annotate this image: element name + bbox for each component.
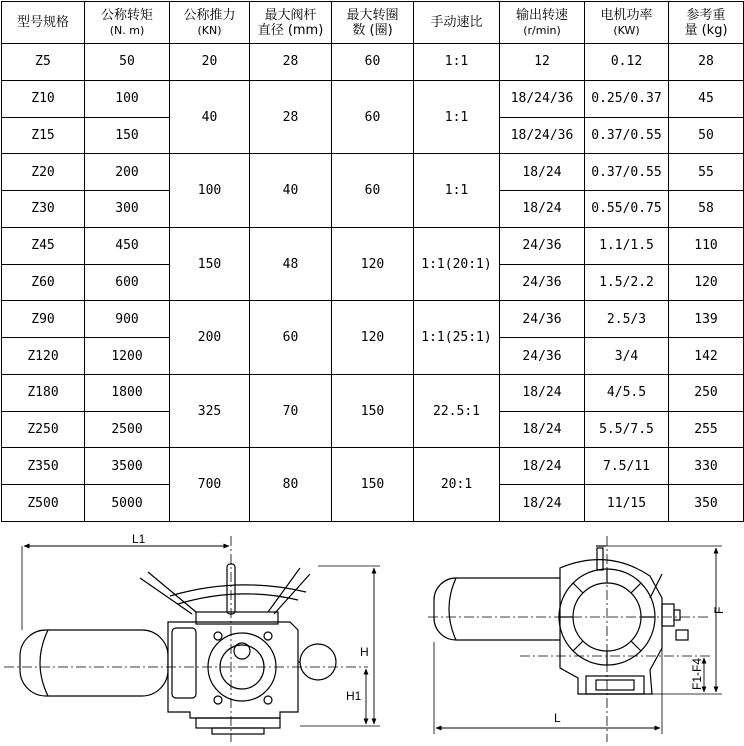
cell-speed: 18/24 [500,191,585,228]
cell-torque: 50 [85,44,170,81]
cell-stem: 80 [250,448,332,522]
table-row [2,448,744,485]
cell-turns: 60 [332,154,414,228]
cell-torque: 900 [85,301,170,338]
cell-ratio: 1:1 [414,154,500,228]
cell-weight: 255 [669,411,744,448]
cell-ratio: 1:1(25:1) [414,301,500,375]
cell-stem: 60 [250,301,332,375]
dim-label-l1: L1 [132,532,146,546]
header-torque: 公称转矩 (N. m) [85,2,170,44]
cell-turns: 60 [332,80,414,154]
cell-ratio: 1:1 [414,44,500,81]
cell-weight: 250 [669,374,744,411]
cell-thrust: 700 [170,448,250,522]
dim-label-f1-f4: F1-F4 [690,657,704,690]
cell-model: Z90 [2,301,85,338]
cell-power: 4/5.5 [585,374,669,411]
spec-table [1,1,744,522]
cell-power: 2.5/3 [585,301,669,338]
cell-power: 0.55/0.75 [585,191,669,228]
cell-thrust: 40 [170,80,250,154]
cell-weight: 142 [669,338,744,375]
cell-ratio: 1:1(20:1) [414,227,500,301]
cell-torque: 600 [85,264,170,301]
header-power: 电机功率 (KW) [585,2,669,44]
cell-torque: 2500 [85,411,170,448]
header-turns: 最大转圈 数 (圈) [332,2,414,44]
cell-power: 1.5/2.2 [585,264,669,301]
cell-weight: 350 [669,485,744,522]
cell-speed: 18/24 [500,448,585,485]
cell-torque: 3500 [85,448,170,485]
cell-weight: 28 [669,44,744,81]
cell-thrust: 100 [170,154,250,228]
cell-weight: 120 [669,264,744,301]
cell-turns: 60 [332,44,414,81]
cell-power: 3/4 [585,338,669,375]
dimension-drawings [0,522,744,746]
header-thrust: 公称推力 (KN) [170,2,250,44]
header-row [2,2,744,44]
cell-model: Z45 [2,227,85,264]
table-row [2,44,744,81]
cell-turns: 150 [332,448,414,522]
front-view-drawing [4,532,380,742]
cell-stem: 28 [250,80,332,154]
cell-stem: 28 [250,44,332,81]
cell-ratio: 1:1 [414,80,500,154]
dim-label-h1: H1 [346,689,362,703]
cell-speed: 12 [500,44,585,81]
cell-model: Z500 [2,485,85,522]
table-row [2,80,744,117]
cell-weight: 58 [669,191,744,228]
cell-ratio: 22.5:1 [414,374,500,448]
cell-weight: 50 [669,117,744,154]
cell-model: Z20 [2,154,85,191]
cell-torque: 300 [85,191,170,228]
cell-power: 7.5/11 [585,448,669,485]
cell-turns: 120 [332,301,414,375]
cell-stem: 48 [250,227,332,301]
cell-weight: 55 [669,154,744,191]
header-model: 型号规格 [2,2,85,44]
cell-thrust: 325 [170,374,250,448]
cell-weight: 139 [669,301,744,338]
cell-torque: 5000 [85,485,170,522]
cell-model: Z5 [2,44,85,81]
cell-speed: 18/24 [500,411,585,448]
cell-power: 0.12 [585,44,669,81]
cell-model: Z120 [2,338,85,375]
cell-model: Z350 [2,448,85,485]
cell-speed: 18/24 [500,154,585,191]
table-row [2,227,744,264]
cell-speed: 24/36 [500,264,585,301]
cell-power: 1.1/1.5 [585,227,669,264]
cell-ratio: 20:1 [414,448,500,522]
cell-turns: 150 [332,374,414,448]
cell-model: Z15 [2,117,85,154]
cell-speed: 24/36 [500,338,585,375]
header-speed: 输出转速 (r/min) [500,2,585,44]
cell-speed: 18/24 [500,374,585,411]
cell-weight: 45 [669,80,744,117]
cell-power: 11/15 [585,485,669,522]
cell-power: 0.25/0.37 [585,80,669,117]
cell-weight: 330 [669,448,744,485]
cell-stem: 70 [250,374,332,448]
cell-speed: 18/24/36 [500,117,585,154]
cell-torque: 1800 [85,374,170,411]
cell-power: 0.37/0.55 [585,117,669,154]
cell-weight: 110 [669,227,744,264]
cell-power: 0.37/0.55 [585,154,669,191]
table-row [2,301,744,338]
dim-label-h: H [360,645,369,659]
side-view-drawing [428,536,726,742]
cell-speed: 24/36 [500,301,585,338]
cell-torque: 200 [85,154,170,191]
header-stem: 最大阀杆 直径 (mm) [250,2,332,44]
cell-power: 5.5/7.5 [585,411,669,448]
cell-model: Z180 [2,374,85,411]
cell-model: Z10 [2,80,85,117]
cell-speed: 24/36 [500,227,585,264]
cell-torque: 1200 [85,338,170,375]
dim-label-f: F [712,606,726,614]
cell-torque: 150 [85,117,170,154]
cell-thrust: 20 [170,44,250,81]
table-row [2,374,744,411]
cell-speed: 18/24/36 [500,80,585,117]
cell-model: Z30 [2,191,85,228]
cell-speed: 18/24 [500,485,585,522]
cell-thrust: 150 [170,227,250,301]
dim-label-l: L [554,711,561,725]
cell-turns: 120 [332,227,414,301]
cell-model: Z60 [2,264,85,301]
table-row [2,154,744,191]
cell-model: Z250 [2,411,85,448]
cell-torque: 100 [85,80,170,117]
header-ratio: 手动速比 [414,2,500,44]
header-weight: 参考重 量 (kg) [669,2,744,44]
cell-thrust: 200 [170,301,250,375]
cell-torque: 450 [85,227,170,264]
cell-stem: 40 [250,154,332,228]
